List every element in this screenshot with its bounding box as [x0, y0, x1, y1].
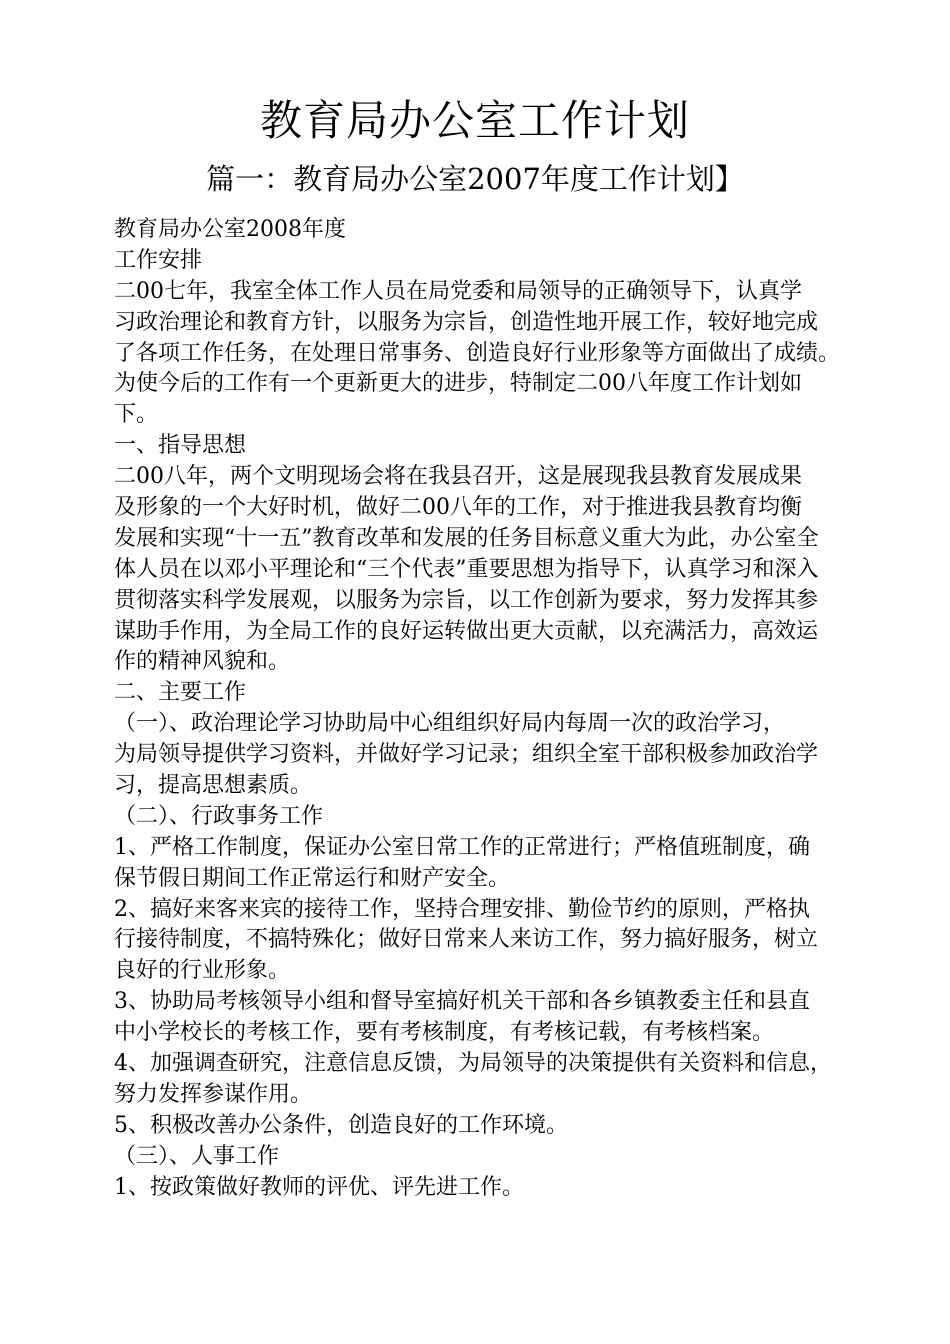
document-title: 教育局办公室工作计划	[259, 96, 690, 145]
subsection-heading: （二）、行政事务工作	[114, 803, 324, 829]
section-heading: 一、指导思想	[114, 433, 247, 459]
body-line: 1、严格工作制度，保证办公室日常工作的正常进行；严格值班制度，确	[114, 834, 810, 860]
body-line: 保节假日期间工作正常运行和财产安全。	[114, 865, 511, 891]
body-line: 中小学校长的考核工作，要有考核制度，有考核记载，有考核档案。	[114, 1020, 775, 1046]
body-line: （一）、政治理论学习协助局中心组组织好局内每周一次的政治学习，	[114, 711, 786, 737]
body-line: 贯彻落实科学发展观，以服务为宗旨，以工作创新为要求，努力发挥其参	[114, 587, 819, 613]
body-line: 习政治理论和教育方针，以服务为宗旨，创造性地开展工作，较好地完成	[114, 309, 819, 335]
body-line: 行接待制度，不搞特殊化；做好日常来人来访工作，努力搞好服务，树立	[114, 927, 819, 953]
body-line: 发展和实现“十一五”教育改革和发展的任务目标意义重大为此，办公室全	[114, 525, 819, 551]
body-line: 2、搞好来客来宾的接待工作，坚持合理安排、勤俭节约的原则，严格执	[114, 896, 810, 922]
body-line: 工作安排	[114, 247, 203, 273]
body-line: 良好的行业形象。	[114, 958, 291, 984]
body-line: 习，提高思想素质。	[114, 773, 313, 799]
document-body	[114, 215, 866, 1204]
body-line: 及形象的一个大好时机，做好二00八年的工作，对于推进我县教育均衡	[114, 495, 802, 521]
subsection-heading: （三）、人事工作	[114, 1143, 280, 1169]
body-line: 1、按政策做好教师的评优、评先进工作。	[114, 1174, 524, 1200]
body-line: 4、加强调查研究，注意信息反馈，为局领导的决策提供有关资料和信息，	[114, 1051, 832, 1077]
body-line: 作的精神风貌和。	[114, 649, 291, 675]
body-line: 谋助手作用，为全局工作的良好运转做出更大贡献，以充满活力，高效运	[114, 618, 819, 644]
body-line: 为使今后的工作有一个更新更大的进步，特制定二00八年度工作计划如	[114, 371, 802, 397]
body-line: 5、积极改善办公条件，创造良好的工作环境。	[114, 1112, 568, 1138]
body-line: 3、协助局考核领导小组和督导室搞好机关干部和各乡镇教委主任和县直	[114, 989, 810, 1015]
body-line: 二00八年，两个文明现场会将在我县召开，这是展现我县教育发展成果	[114, 464, 802, 490]
body-line: 二00七年，我室全体工作人员在局党委和局领导的正确领导下，认真学	[114, 278, 802, 304]
body-line: 教育局办公室2008年度	[114, 217, 346, 242]
document-subtitle: 篇一：教育局办公室2007年度工作计划】	[206, 162, 744, 196]
body-line: 了各项工作任务，在处理日常事务、创造良好行业形象等方面做出了成绩。	[114, 340, 841, 366]
body-line: 为局领导提供学习资料，并做好学习记录；组织全室干部积极参加政治学	[114, 742, 819, 768]
body-line: 体人员在以邓小平理论和“三个代表”重要思想为指导下，认真学习和深入	[114, 556, 819, 582]
body-line: 努力发挥参谋作用。	[114, 1081, 313, 1107]
body-line: 下。	[114, 402, 159, 428]
section-heading: 二、主要工作	[114, 680, 247, 706]
